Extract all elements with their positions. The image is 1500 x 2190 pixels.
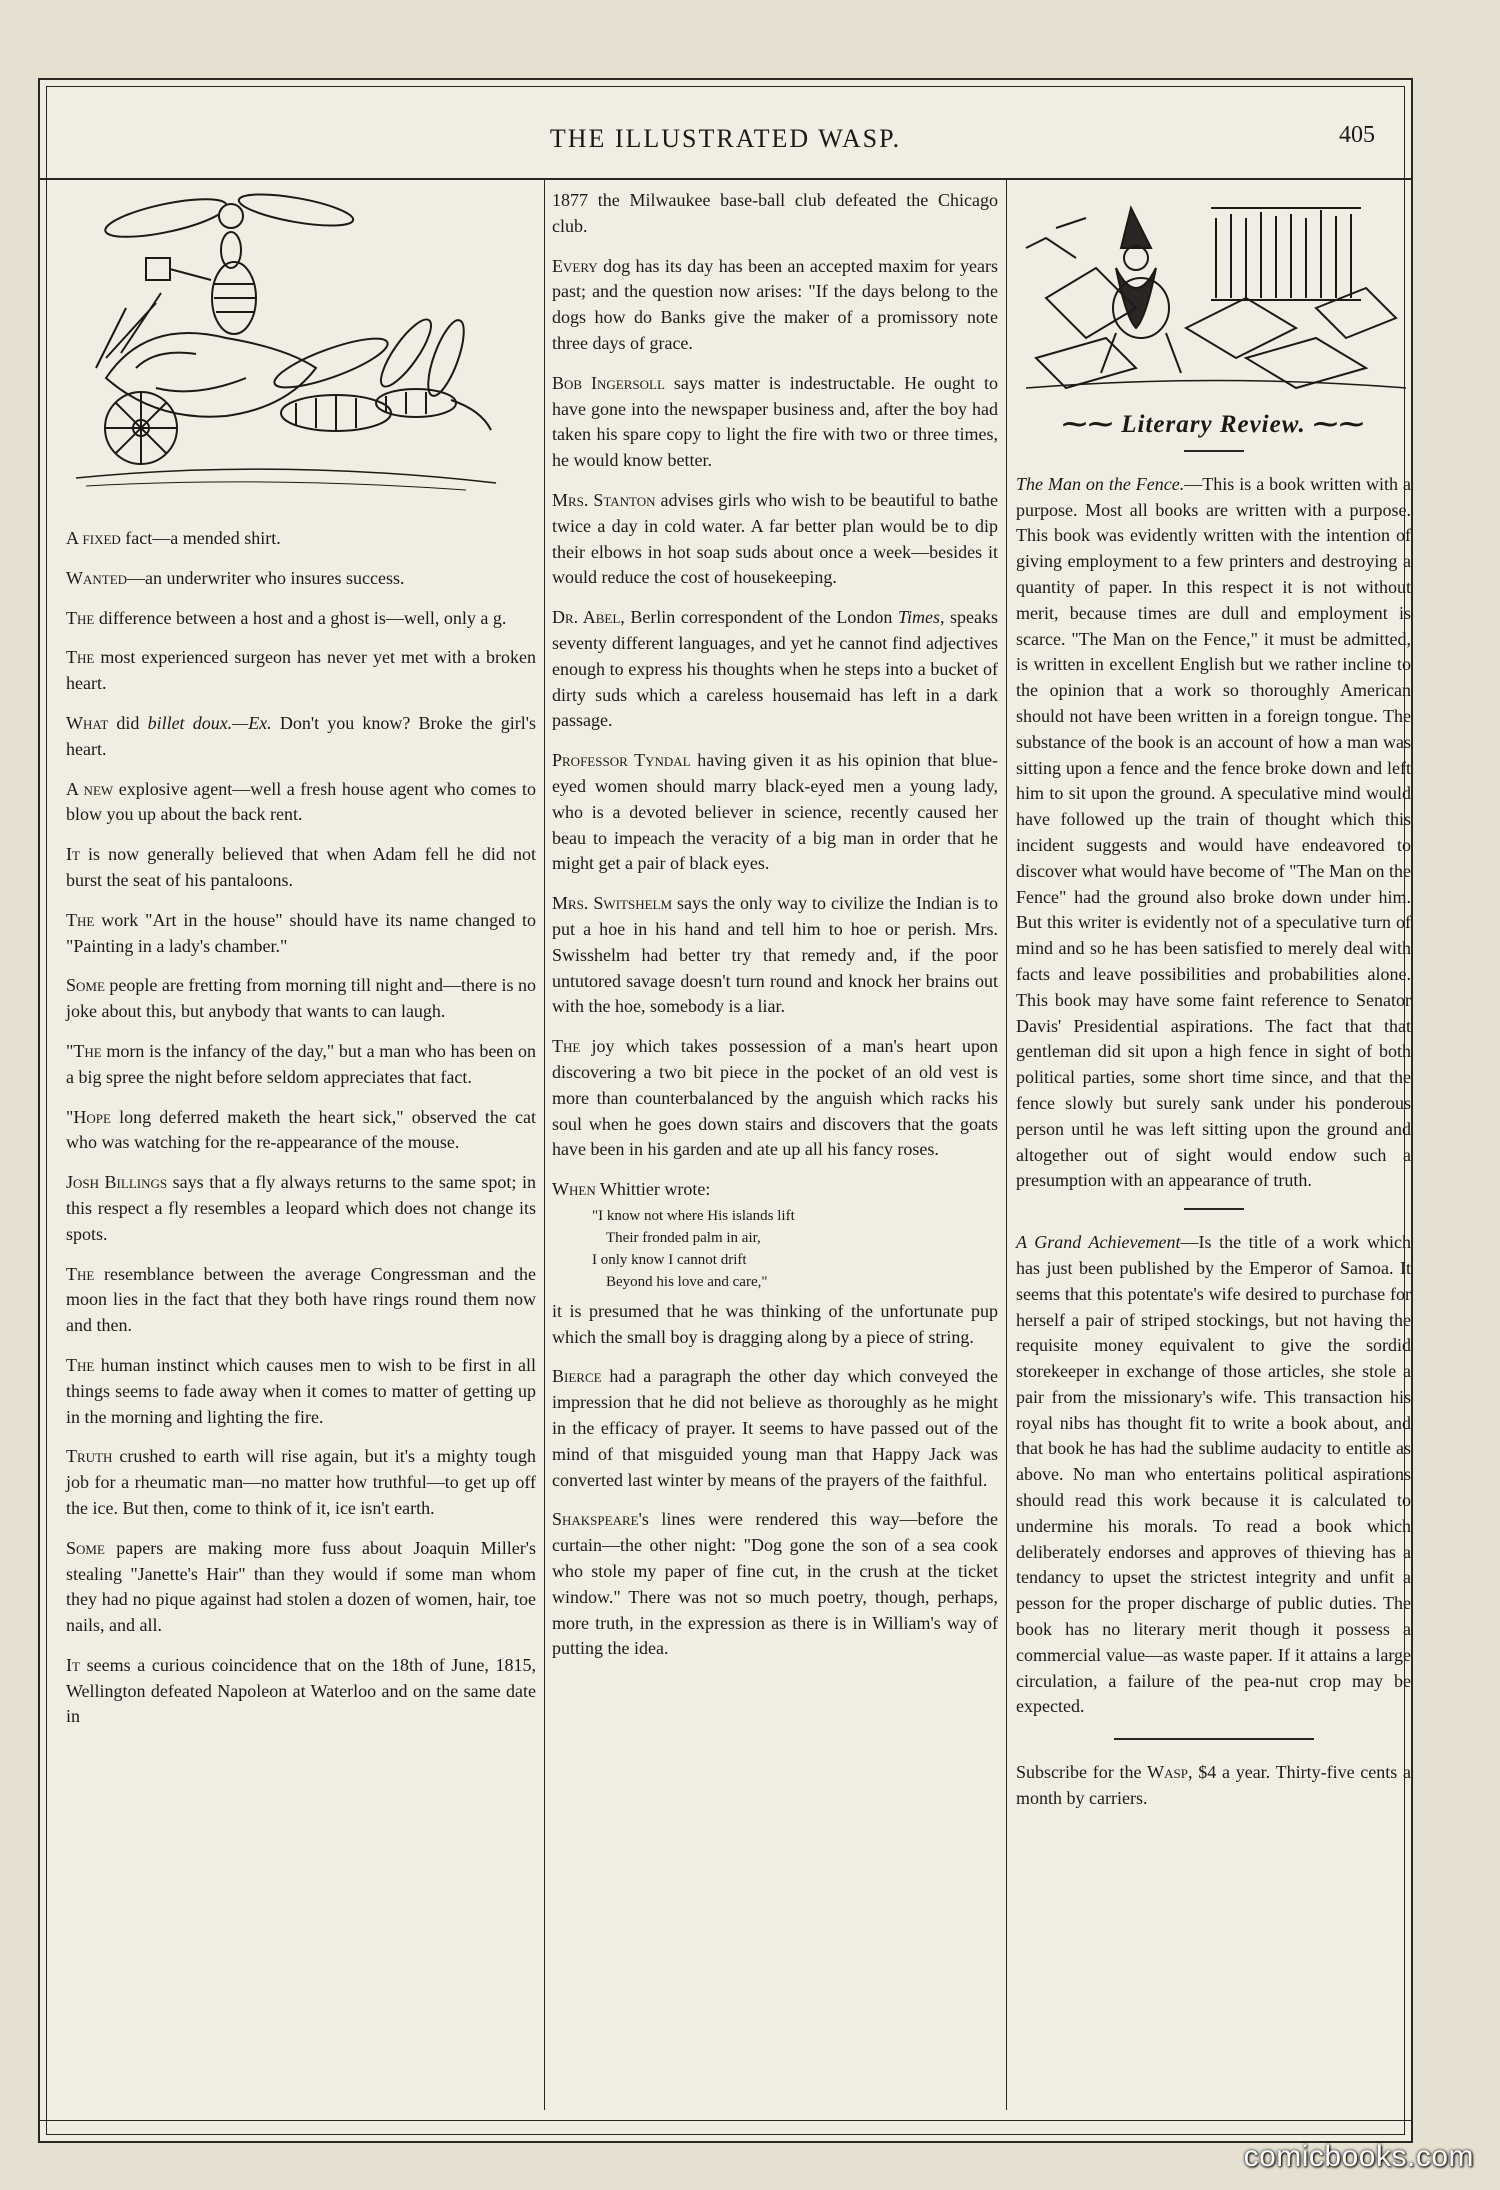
gnome-books-illustration bbox=[1016, 188, 1411, 406]
header-rule bbox=[40, 178, 1411, 180]
subscribe-notice: Subscribe for the Wasp, $4 a year. Thirty-five cents a month by carriers. bbox=[1016, 1762, 1411, 1809]
page-header bbox=[40, 120, 1411, 170]
section-rule bbox=[1184, 450, 1244, 452]
column-divider-1 bbox=[544, 180, 545, 2110]
paragraph: It is now generally believed that when Adam fell he did not burst the seat of his pantaloons. bbox=[66, 844, 536, 890]
paragraph: Dr. Abel, Berlin correspondent of the London Times, speaks seventy different languages, and yet he cannot find adjectives enough to express his thoughts when he steps into a bucket of dirty suds which a careless housemaid has left in a dark passage. bbox=[552, 607, 998, 731]
review-paragraph: A Grand Achievement—Is the title of a work which has just been published by the Emperor of Samoa. It seems that this potentate's wife desired to purchase for herself a pair of striped stockings, but not having the requisite money equivalent to give the sordid storekeeper in exchange of those articles, she stole a pair from the missionary's wife. This transaction his royal nibs has thought fit to write a book about, and that book he has had the sublime audacity to entitle as above. No man who entertains political aspirations should read this work because it is calculated to undermine his morals. To read a book which deliberately endorses and approves of thieving has a tendancy to upset the strictest integrity and unfit a pesson for the proper discharge of public duties. The book has no literary merit though it possess a commercial value—as waste paper. If it attains a large circulation, a failure of the pea-nut crop may be expected. bbox=[1016, 1232, 1411, 1717]
watermark: comicbooks.com bbox=[1243, 2140, 1474, 2173]
paragraph: Josh Billings says that a fly always returns to the same spot; in this respect a fly resembles a leopard which does not change its spots. bbox=[66, 1172, 536, 1244]
poem-line: Beyond his love and care," bbox=[606, 1273, 768, 1290]
column-2 bbox=[552, 188, 998, 1676]
wasp-chariot-illustration bbox=[66, 188, 536, 526]
page-number: 405 bbox=[1339, 122, 1375, 148]
paragraph: Every dog has its day has been an accepted maxim for years past; and the question now arises: "If the days belong to the dogs how do Banks give the maker of a promissory note three days of grace. bbox=[552, 255, 998, 353]
poem-line: Their fronded palm in air, bbox=[606, 1229, 761, 1246]
column-3 bbox=[1016, 188, 1411, 1826]
paragraph: "The morn is the infancy of the day," but a man who has been on a big spree the night before seldom appreciates that fact. bbox=[66, 1040, 536, 1087]
poem-quote bbox=[552, 1205, 998, 1293]
section-rule bbox=[1184, 1208, 1244, 1210]
paragraph: The difference between a host and a ghost is—well, only a g. bbox=[66, 607, 507, 628]
ornament-right: ⁓⁓ bbox=[1305, 411, 1365, 438]
literary-review-heading: ⁓⁓ Literary Review. ⁓⁓ bbox=[1062, 411, 1365, 438]
paragraph: Some papers are making more fuss about Joaquin Miller's stealing "Janette's Hair" than they would if some man whom they had no pique against had stolen a dozen of women, hair, toe nails, and all. bbox=[66, 1537, 536, 1636]
paragraph: A fixed fact—a mended shirt. bbox=[66, 528, 281, 548]
paragraph: Bierce had a paragraph the other day which conveyed the impression that he did not believe as thoroughly as he might in the efficacy of prayer. It seems to have passed out of the mind of that misguided young man that Happy Jack was converted last winter by means of the prayers of the faithful. bbox=[552, 1366, 998, 1490]
poem-line: I only know I cannot drift bbox=[592, 1251, 747, 1268]
paragraph: A new explosive agent—well a fresh house agent who comes to blow you up about the back rent. bbox=[66, 778, 536, 825]
paragraph: The joy which takes possession of a man's heart upon discovering a two bit piece in the pocket of an old vest is more than counterbalanced by the anguish which racks his soul when he goes down stairs and discovers that the goats have been in his garden and ate up all his fancy roses. bbox=[552, 1036, 998, 1160]
paragraph: Wanted—an underwriter who insures success. bbox=[66, 567, 405, 588]
paragraph: It seems a curious coincidence that on the 18th of June, 1815, Wellington defeated Napoleon at Waterloo and on the same date in bbox=[66, 1654, 536, 1727]
paragraph: it is presumed that he was thinking of the unfortunate pup which the small boy is dragging along by a piece of string. bbox=[552, 1300, 998, 1347]
magazine-page bbox=[38, 78, 1413, 2143]
paragraph: Shakspeare's lines were rendered this way—before the curtain—the other night: "Dog gone the son of a sea cook who stole my paper of fine cut, in the crush at the ticket window." There was not so much poetry, though, perhaps, more truth, in the expression as there is in William's way of putting the idea. bbox=[552, 1509, 998, 1659]
paragraph: "Hope long deferred maketh the heart sick," observed the cat who was watching for the re-appearance of the mouse. bbox=[66, 1106, 536, 1153]
paragraph: 1877 the Milwaukee base-ball club defeated the Chicago club. bbox=[552, 190, 998, 236]
ornament-left: ⁓⁓ bbox=[1062, 411, 1122, 438]
column-1 bbox=[66, 188, 536, 1744]
footer-rule bbox=[40, 2120, 1411, 2121]
paragraph: The human instinct which causes men to wish to be first in all things seems to fade away when it comes to matter of getting up in the morning and lighting the fire. bbox=[66, 1354, 536, 1427]
running-title: THE ILLUSTRATED WASP. bbox=[549, 124, 902, 153]
paragraph: Mrs. Stanton advises girls who wish to be beautiful to bathe twice a day in cold water. A far better plan would be to dip their elbows in hot soap suds about once a week—besides it would reduce the cost of housekeeping. bbox=[552, 489, 998, 588]
review-paragraph: The Man on the Fence.—This is a book written with a purpose. Most all books are written with a purpose. This book was evidently written with the intention of giving employment to a few printers and destroying a quantity of paper. In this respect it is not without merit, because times are dull and employment is scarce. "The Man on the Fence," it must be admitted, is written in excellent English but we rather incline to the opinion that a work so thoroughly American should not have been written in a foreign tongue. The substance of the book is an account of how a man was sitting upon a fence and the fence broke down and left him to sit upon the ground. A speculative mind would have followed up the train of thought which this incident suggests and would have endeavored to discover what would have become of "The Man on the Fence" had the ground also broke down under him. But this writer is evidently not of a speculative turn of mind and so he has been satisfied to merely deal with facts and leave possibilities and probabilities alone. This book may have some faint reference to Senator Davis' Presidential aspirations. The fact that that gentleman did sit upon a high fence in sight of both political parties, some short time since, and that the fence slowly but surely sank under his ponderous person until he was left sitting upon the ground and altogether out of sight would endow such a presumption with an appearance of truth. bbox=[1016, 473, 1411, 1191]
column-divider-2 bbox=[1006, 180, 1007, 2110]
paragraph: What did billet doux.—Ex. Don't you know? Broke the girl's heart. bbox=[66, 712, 536, 759]
paragraph: Bob Ingersoll says matter is indestructable. He ought to have gone into the newspaper business and, after the boy had taken his spare copy to light the fire with two or three times, he would know better. bbox=[552, 372, 998, 471]
paragraph: When Whittier wrote: bbox=[552, 1179, 711, 1200]
poem-line: "I know not where His islands lift bbox=[592, 1207, 795, 1224]
paragraph: Truth crushed to earth will rise again, but it's a mighty tough job for a rheumatic man—no matter how truthful—to get up off the ice. But then, come to think of it, ice isn't earth. bbox=[66, 1446, 536, 1518]
paragraph: The resemblance between the average Congressman and the moon lies in the fact that they both have rings round them now and then. bbox=[66, 1263, 536, 1336]
section-rule bbox=[1114, 1738, 1314, 1740]
paragraph: The most experienced surgeon has never yet met with a broken heart. bbox=[66, 647, 536, 694]
paragraph: The work "Art in the house" should have its name changed to "Painting in a lady's chamber." bbox=[66, 909, 536, 956]
paragraph: Mrs. Switshelm says the only way to civilize the Indian is to put a hoe in his hand and tell him to hoe or perish. Mrs. Swisshelm had better try that remedy and, if the poor untutored savage doesn't turn round and knock her brains out with the hoe, somebody is a liar. bbox=[552, 893, 999, 1017]
paragraph: Professor Tyndal having given it as his opinion that blue-eyed women should marry black-eyed men a young lady, who is a devoted believer in science, recently caused her beau to impeach the veracity of a big man in order that he might get a pair of black eyes. bbox=[552, 750, 998, 874]
paragraph: Some people are fretting from morning till night and—there is no joke about this, but anybody that wants to can laugh. bbox=[66, 975, 536, 1022]
